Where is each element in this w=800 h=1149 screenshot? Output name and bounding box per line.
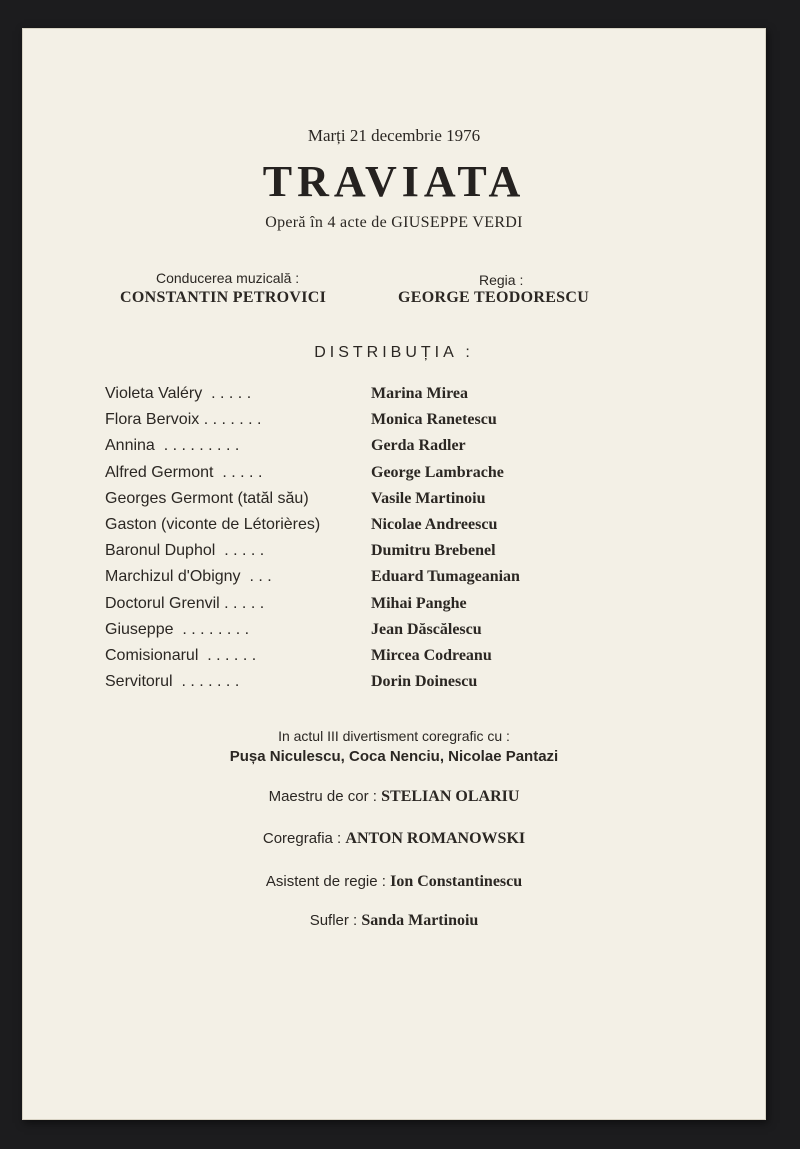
cast-row	[105, 539, 705, 565]
actor-name: Jean Dăscălescu	[371, 620, 482, 638]
assistant-director-line	[22, 873, 766, 891]
assistant-director-label: Asistent de regie :	[265, 873, 386, 890]
role-name: Giuseppe . . . . . . . .	[105, 620, 250, 638]
divertisment-note: In actul III divertisment coregrafic cu :	[278, 728, 510, 744]
cast-row	[105, 644, 705, 670]
role-name: Violeta Valéry . . . . .	[105, 385, 252, 402]
prompter-line	[22, 912, 766, 930]
role-name: Alfred Germont . . . . .	[105, 463, 263, 481]
music-direction-label: Conducerea muzicală :	[156, 270, 300, 286]
dancers-names: Pușa Niculescu, Coca Nenciu, Nicolae Pantazi	[229, 748, 559, 765]
program-page	[22, 28, 766, 1120]
stage-direction-label: Regia :	[479, 272, 524, 288]
cast-row	[105, 382, 705, 408]
role-name: Georges Germont (tatăl său)	[105, 489, 309, 507]
actor-name: Gerda Radler	[371, 437, 466, 455]
prompter-name: Sanda Martinoiu	[361, 912, 479, 929]
actor-name: Dumitru Brebenel	[371, 542, 496, 560]
role-name: Doctorul Grenvil . . . . .	[105, 594, 265, 612]
chorus-master-name: STELIAN OLARIU	[381, 788, 520, 805]
role-name: Servitorul . . . . . . .	[105, 673, 240, 691]
actor-name: Nicolae Andreescu	[371, 515, 498, 533]
actor-name: Mihai Panghe	[371, 594, 467, 612]
cast-row	[105, 487, 705, 513]
chorus-master-label: Maestru de cor :	[268, 788, 377, 805]
role-name: Baronul Duphol . . . . .	[105, 542, 265, 560]
cast-row	[105, 592, 705, 618]
cast-row	[105, 618, 705, 644]
chorus-master-line	[22, 788, 766, 806]
opera-subtitle: Operă în 4 acte de GIUSEPPE VERDI	[265, 214, 523, 231]
role-name: Flora Bervoix . . . . . . .	[105, 411, 262, 429]
stage-director-name: GEORGE TEODORESCU	[398, 289, 590, 306]
choreography-label: Coregrafia :	[262, 830, 342, 847]
cast-row	[105, 670, 705, 696]
actor-name: Marina Mirea	[371, 385, 469, 402]
opera-title: TRAVIATA	[262, 157, 526, 206]
cast-row	[105, 434, 705, 460]
choreography-line	[22, 830, 766, 848]
role-name: Gaston (viconte de Létorières)	[105, 515, 321, 533]
role-name: Marchizul d'Obigny . . .	[105, 568, 272, 586]
cast-row	[105, 565, 705, 591]
prompter-label: Sufler :	[309, 912, 358, 929]
actor-name: Eduard Tumageanian	[371, 568, 520, 586]
actor-name: Dorin Doinescu	[371, 673, 478, 691]
music-director-name: CONSTANTIN PETROVICI	[120, 289, 327, 306]
cast-list	[105, 382, 705, 696]
actor-name: Monica Ranetescu	[371, 411, 497, 429]
actor-name: Mircea Codreanu	[371, 646, 492, 664]
cast-row	[105, 408, 705, 434]
role-name: Comisionarul . . . . . .	[105, 646, 257, 664]
cast-row	[105, 513, 705, 539]
role-name: Annina . . . . . . . . .	[105, 437, 240, 455]
choreographer-name: ANTON ROMANOWSKI	[345, 830, 526, 847]
cast-heading: DISTRIBUȚIA :	[314, 344, 474, 361]
assistant-director-name: Ion Constantinescu	[390, 873, 523, 890]
actor-name: Vasile Martinoiu	[371, 489, 486, 507]
actor-name: George Lambrache	[371, 463, 504, 481]
cast-row	[105, 461, 705, 487]
performance-date: Marți 21 decembrie 1976	[307, 126, 481, 145]
